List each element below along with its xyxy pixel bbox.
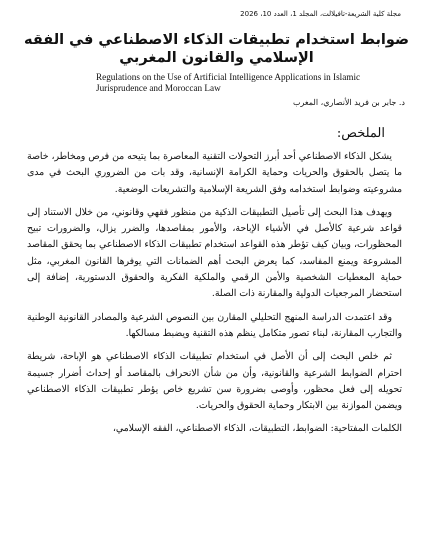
abstract-body (27, 149, 402, 445)
author-line: د. جابر بن فريد الأنصاري، المغرب (292, 98, 405, 107)
abstract-paragraph: يشكل الذكاء الاصطناعي أحد أبرز التحولات التقنية المعاصرة بما يتيحه من فرص ومخاطر، خاصة ما يتصل بالحقوق والحريات وحماية الكرامة الإنسانية، وقد بات من الضروري البحث في مدى مشروعيته وضوابط استخدامه وفق الشريعة الإسلامية والتشريعات الوضعية. (27, 151, 402, 195)
abstract-paragraph: وقد اعتمدت الدراسة المنهج التحليلي المقارن بين النصوص الشرعية والمصادر القانونية الوطنية والتجارب المقارنة، لبناء تصور متكامل ينظم هذه التقنية ويضبط مسالكها. (27, 311, 402, 339)
abstract-paragraph: ويهدف هذا البحث إلى تأصيل التطبيقات الذكية من منظور فقهي وقانوني، من خلال الاستناد إلى قواعد شرعية كالأصل في الأشياء الإباحة، والأمور بمقاصدها، والضرر يزال، والضرورات تبيح المحظورات، وبيان كيف تؤطر هذه القواعد استخدام تطبيقات الذكاء الاصطناعي بما يحقق المقاصد المشروعة ويمنع المفاسد، كما يعرض البحث أهم الضمانات التي يوفرها القانون المغربي، مثل حماية المعطيات الشخصية والأمن الرقمي والملكية الفكرية والحقوق الدستورية، إضافة إلى استحضار المرجعيات الدولية والمقارنة ذات الصلة. (27, 206, 402, 300)
abstract-paragraph: ثم خلص البحث إلى أن الأصل في استخدام تطبيقات الذكاء الاصطناعي هو الإباحة، شريطة احترام الضوابط الشرعية والقانونية، وأن من شأن الانحراف بالمقاصد أو إحداث أضرار جسيمة تحويله إلى فعل محظور، وأوصى بضرورة سن تشريع خاص يؤطر تطبيقات الذكاء الاصطناعي ويضمن الموازنة بين الابتكار وحماية الحقوق والحريات. (27, 351, 402, 412)
abstract-heading: الملخص: (336, 126, 385, 141)
journal-header: مجلة كلية الشريعة-تافيلالت، المجلد 1، العدد 10، 2026 (240, 10, 401, 18)
article-title-arabic: ضوابط استخدام تطبيقات الذكاء الاصطناعي في الفقه الإسلامي والقانون المغربي (24, 32, 409, 66)
article-title-english: Regulations on the Use of Artificial Intelligence Applications in Islamic Jurisprudence and Moroccan Law (96, 72, 361, 93)
keywords-line: الكلمات المفتاحية: الضوابط، التطبيقات، الذكاء الاصطناعي، الفقه الإسلامي، (112, 423, 402, 435)
